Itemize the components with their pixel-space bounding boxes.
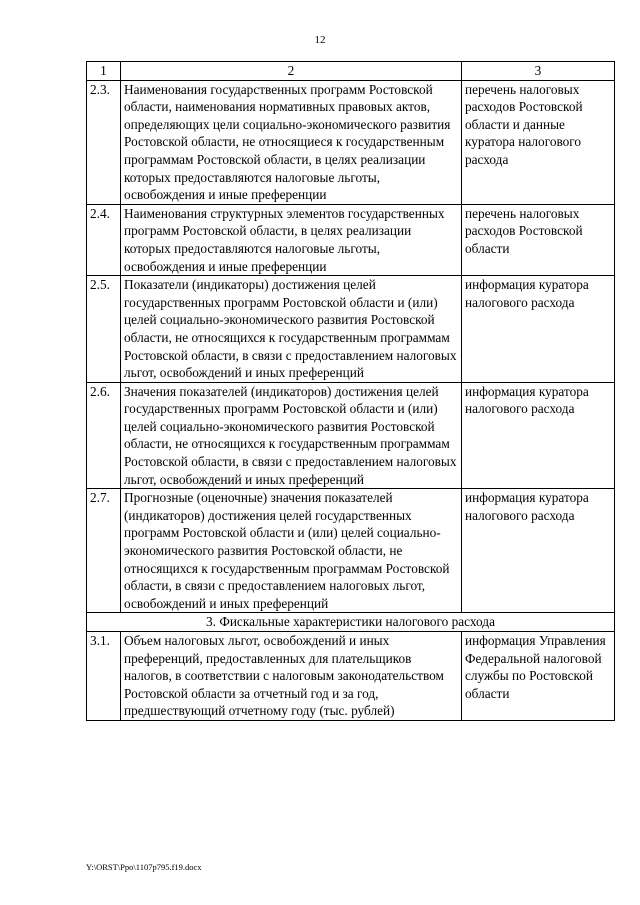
table-row [87, 276, 615, 383]
row-description: Прогнозные (оценочные) значения показателей (индикаторов) достижения целей государственных программ Ростовской области и (или) целей социально-экономического развития Ростовской области, не относящихся к государственным программам Ростовской области, в связи с предоставлением налоговых льгот, освобождений и иных преференций [121, 489, 462, 613]
table-row [87, 489, 615, 613]
row-number: 3.1. [87, 632, 121, 721]
row-source: информация куратора налогового расхода [462, 276, 615, 383]
table-row [87, 382, 615, 489]
row-source: информация куратора налогового расхода [462, 489, 615, 613]
row-number: 2.3. [87, 80, 121, 204]
row-description: Значения показателей (индикаторов) достижения целей государственных программ Ростовской области и (или) целей социально-экономического развития Ростовской области, не относящихся к государственным программам Ростовской области, в связи с предоставлением налоговых льгот, освобождений и иных преференций [121, 382, 462, 489]
section-title: 3. Фискальные характеристики налогового расхода [87, 613, 615, 632]
row-source: информация Управления Федеральной налоговой службы по Ростовской области [462, 632, 615, 721]
table-row [87, 80, 615, 204]
table-row [87, 632, 615, 721]
page-number: 12 [314, 34, 326, 46]
row-description: Объем налоговых льгот, освобождений и иных преференций, предоставленных для плательщиков налогов, в соответствии с налоговым законодательством Ростовской области за отчетный год и за год, предшествующий отчетному году (тыс. рублей) [121, 632, 462, 721]
row-number: 2.5. [87, 276, 121, 383]
indicators-table [86, 61, 615, 721]
row-description: Наименования государственных программ Ростовской области, наименования нормативных правовых актов, определяющих цели социально-экономического развития Ростовской области, не относящиеся к государственным программам Ростовской области, в целях реализации которых предоставляются налоговые льготы, освобождения и иные преференции [121, 80, 462, 204]
file-path-footer: Y:\ORST\Ppo\1107p795.f19.docx [86, 862, 202, 872]
header-cell-2: 2 [121, 62, 462, 81]
row-number: 2.7. [87, 489, 121, 613]
row-source: перечень налоговых расходов Ростовской области и данные куратора налогового расхода [462, 80, 615, 204]
row-description: Наименования структурных элементов государственных программ Ростовской области, в целях реализации которых предоставляются налоговые льготы, освобождения и иные преференции [121, 204, 462, 275]
row-number: 2.6. [87, 382, 121, 489]
header-cell-1: 1 [87, 62, 121, 81]
table-row [87, 204, 615, 275]
row-description: Показатели (индикаторы) достижения целей государственных программ Ростовской области и (или) целей социально-экономического развития Ростовской области, не относящихся к государственным программам Ростовской области, в связи с предоставлением налоговых льгот, освобождений и иных преференций [121, 276, 462, 383]
row-number: 2.4. [87, 204, 121, 275]
header-cell-3: 3 [462, 62, 615, 81]
table-header-row [87, 62, 615, 81]
section-heading-row [87, 613, 615, 632]
row-source: информация куратора налогового расхода [462, 382, 615, 489]
row-source: перечень налоговых расходов Ростовской области [462, 204, 615, 275]
